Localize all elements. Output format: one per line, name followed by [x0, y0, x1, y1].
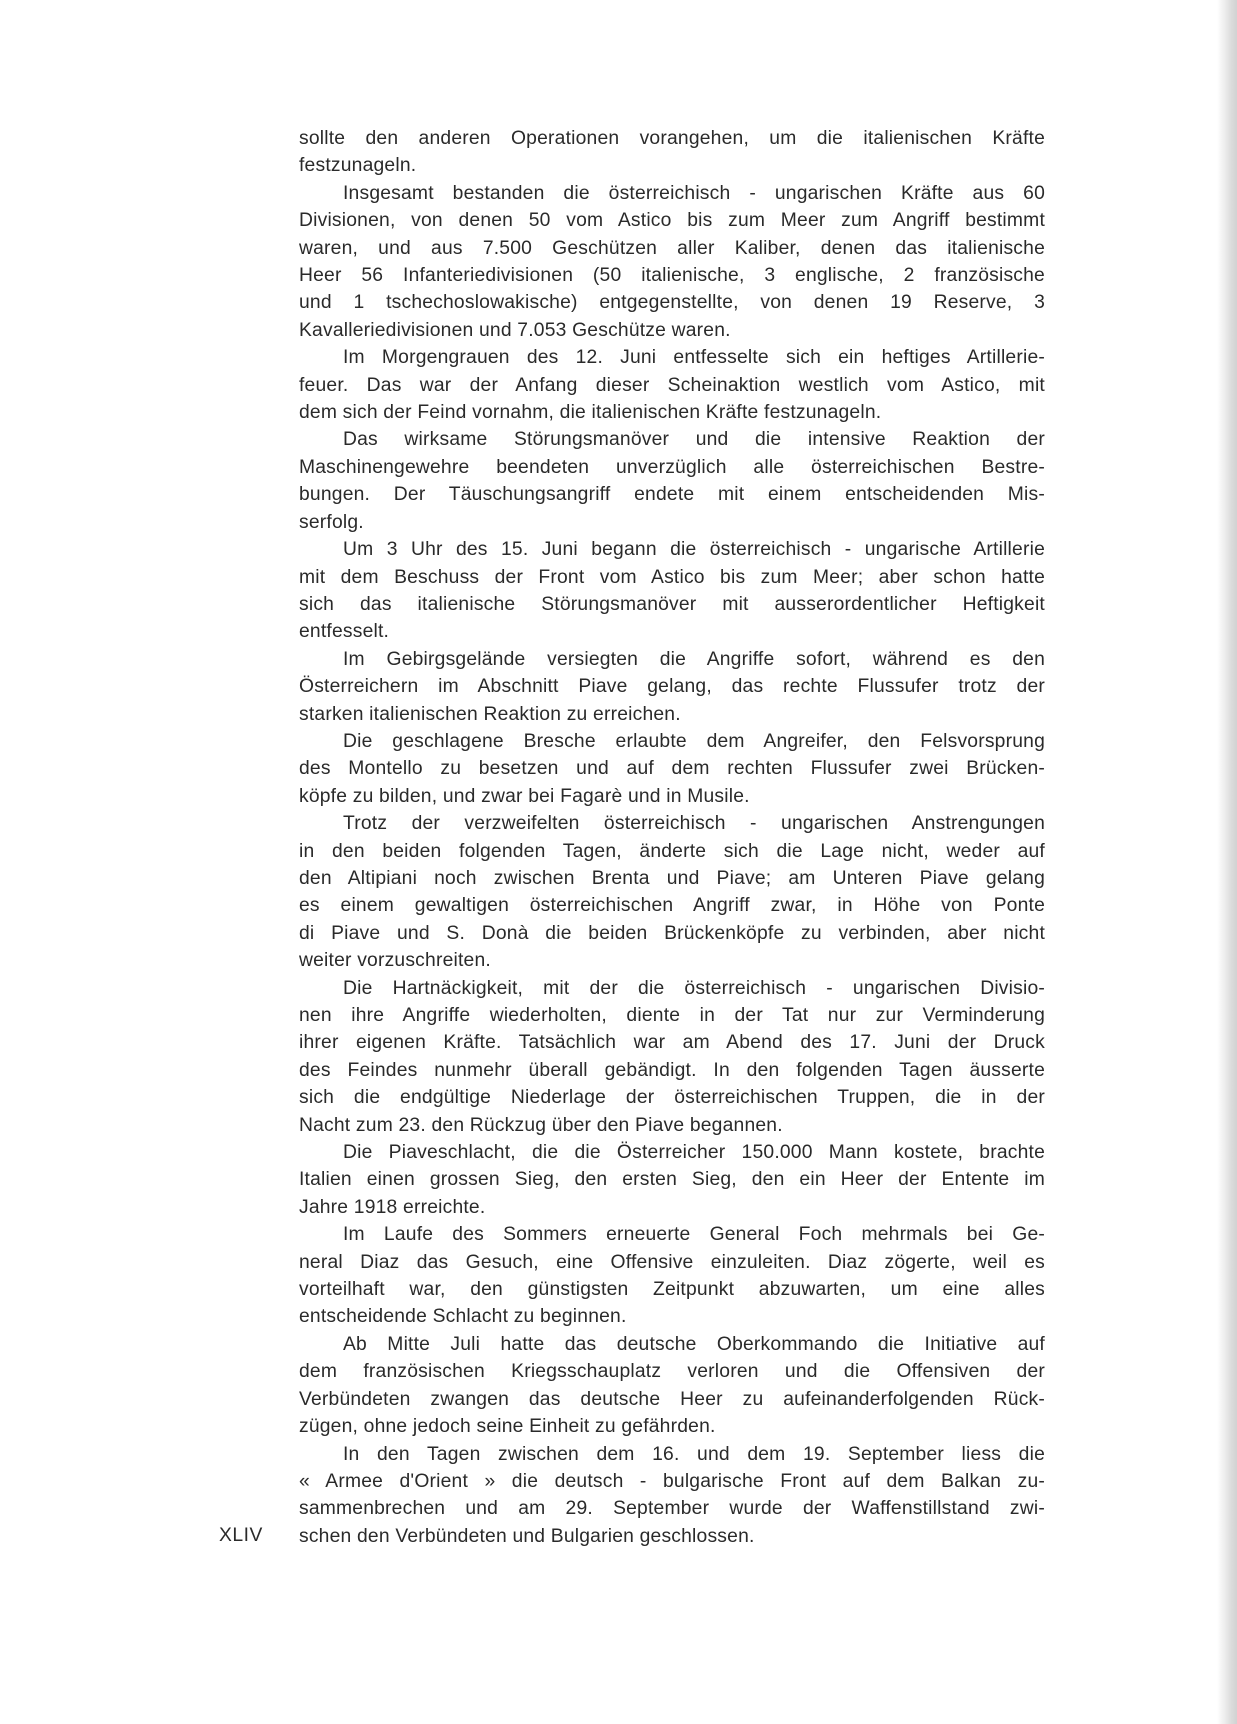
paragraph-line: köpfe zu bilden, und zwar bei Fagarè und in Musile.	[299, 785, 750, 807]
paragraph-line: dem sich der Feind vornahm, die italienischen Kräfte festzunageln.	[299, 402, 882, 424]
paragraph-line: Das wirksame Störungsmanöver und die intensive Reaktion der	[343, 429, 1045, 451]
paragraph-line: sich die endgültige Niederlage der österreichischen Truppen, die in der	[299, 1087, 1045, 1109]
paragraph-line: nen ihre Angriffe wiederholten, diente in der Tat nur zur Verminderung	[299, 1005, 1045, 1026]
page-edge-shadow	[1217, 0, 1237, 1724]
paragraph-line: Ab Mitte Juli hatte das deutsche Oberkommando die Initiative auf	[343, 1333, 1045, 1355]
paragraph-line: mit dem Beschuss der Front vom Astico bis zum Meer; aber schon hatte	[299, 566, 1045, 588]
paragraph-line: Verbündeten zwangen das deutsche Heer zu aufeinanderfolgenden Rück-	[299, 1388, 1045, 1410]
paragraph-line: Die Hartnäckigkeit, mit der die österreichisch - ungarischen Divisio-	[343, 977, 1045, 999]
paragraph-line: feuer. Das war der Anfang dieser Scheinaktion westlich vom Astico, mit	[299, 374, 1045, 396]
paragraph-line: neral Diaz das Gesuch, eine Offensive einzuleiten. Diaz zögerte, weil es	[299, 1251, 1045, 1273]
paragraph-line: Die geschlagene Bresche erlaubte dem Angreifer, den Felsvorsprung	[343, 730, 1045, 752]
paragraph-line: entfesselt.	[299, 621, 390, 643]
paragraph-line: des Feindes nunmehr überall gebändigt. In den folgenden Tagen äusserte	[299, 1059, 1045, 1081]
paragraph-line: waren, und aus 7.500 Geschützen aller Kaliber, denen das italienische	[299, 237, 1045, 259]
paragraph-line: es einem gewaltigen österreichischen Angriff zwar, in Höhe von Ponte	[299, 895, 1045, 917]
paragraph-line: sollte den anderen Operationen vorangehen, um die italienischen Kräfte	[299, 128, 1045, 149]
paragraph-line: in den beiden folgenden Tagen, änderte sich die Lage nicht, weder auf	[299, 840, 1045, 862]
paragraph-line: festzunageln.	[299, 155, 417, 177]
paragraph-line: vorteilhaft war, den günstigsten Zeitpunkt abzuwarten, um eine alles	[299, 1279, 1045, 1301]
paragraph-line: des Montello zu besetzen und auf dem rechten Flussufer zwei Brücken-	[299, 758, 1045, 780]
paragraph-line: In den Tagen zwischen dem 16. und dem 19. September liess die	[343, 1443, 1045, 1465]
paragraph-line: Um 3 Uhr des 15. Juni begann die österreichisch - ungarische Artillerie	[343, 539, 1045, 561]
paragraph-line: sammenbrechen und am 29. September wurde der Waffenstillstand zwi-	[299, 1498, 1045, 1520]
paragraph-line: Trotz der verzweifelten österreichisch - ungarischen Anstrengungen	[343, 813, 1045, 835]
paragraph-line: Die Piaveschlacht, die die Österreicher 150.000 Mann kostete, brachte	[343, 1142, 1045, 1164]
paragraph-line: weiter vorzuschreiten.	[299, 950, 491, 972]
paragraph-line: Maschinengewehre beendeten unverzüglich alle österreichischen Bestre-	[299, 456, 1045, 478]
paragraph-line: Divisionen, von denen 50 vom Astico bis zum Meer zum Angriff bestimmt	[299, 210, 1045, 232]
paragraph-line: serfolg.	[299, 511, 364, 533]
paragraph-line: starken italienischen Reaktion zu erreichen.	[299, 703, 681, 725]
body-text	[299, 125, 1045, 1550]
paragraph-line: zügen, ohne jedoch seine Einheit zu gefährden.	[299, 1416, 716, 1438]
paragraph-line: Insgesamt bestanden die österreichisch - ungarischen Kräfte aus 60	[343, 182, 1045, 204]
paragraph-line: Italien einen grossen Sieg, den ersten Sieg, den ein Heer der Entente im	[299, 1169, 1045, 1191]
paragraph-line: di Piave und S. Donà die beiden Brückenköpfe zu verbinden, aber nicht	[299, 922, 1045, 944]
paragraph-line: Österreichern im Abschnitt Piave gelang, das rechte Flussufer trotz der	[299, 676, 1045, 698]
paragraph-line: Im Gebirgsgelände versiegten die Angriffe sofort, während es den	[343, 648, 1045, 670]
paragraph-line: entscheidende Schlacht zu beginnen.	[299, 1306, 627, 1328]
paragraph-line: Im Morgengrauen des 12. Juni entfesselte sich ein heftiges Artillerie-	[343, 347, 1045, 369]
paragraph-line: Nacht zum 23. den Rückzug über den Piave begannen.	[299, 1114, 783, 1136]
paragraph-line: dem französischen Kriegsschauplatz verloren und die Offensiven der	[299, 1361, 1045, 1383]
paragraph-line: schen den Verbündeten und Bulgarien geschlossen.	[299, 1525, 755, 1547]
paragraph-line: bungen. Der Täuschungsangriff endete mit einem entscheidenden Mis-	[299, 484, 1045, 506]
paragraph-line: den Altipiani noch zwischen Brenta und Piave; am Unteren Piave gelang	[299, 867, 1045, 889]
paragraph-line: ihrer eigenen Kräfte. Tatsächlich war am Abend des 17. Juni der Druck	[299, 1032, 1045, 1054]
paragraph-line: sich das italienische Störungsmanöver mit ausserordentlicher Heftigkeit	[299, 593, 1045, 615]
paragraph-line: « Armee d'Orient » die deutsch - bulgarische Front auf dem Balkan zu-	[299, 1470, 1045, 1492]
paragraph-line: Kavalleriedivisionen und 7.053 Geschütze waren.	[299, 319, 731, 341]
paragraph-line: und 1 tschechoslowakische) entgegenstellte, von denen 19 Reserve, 3	[299, 292, 1045, 314]
paragraph-line: Im Laufe des Sommers erneuerte General Foch mehrmals bei Ge-	[343, 1224, 1045, 1246]
page-number: XLIV	[219, 1525, 263, 1546]
paragraph-line: Heer 56 Infanteriedivisionen (50 italienische, 3 englische, 2 französische	[299, 265, 1045, 287]
paragraph-line: Jahre 1918 erreichte.	[299, 1196, 486, 1218]
